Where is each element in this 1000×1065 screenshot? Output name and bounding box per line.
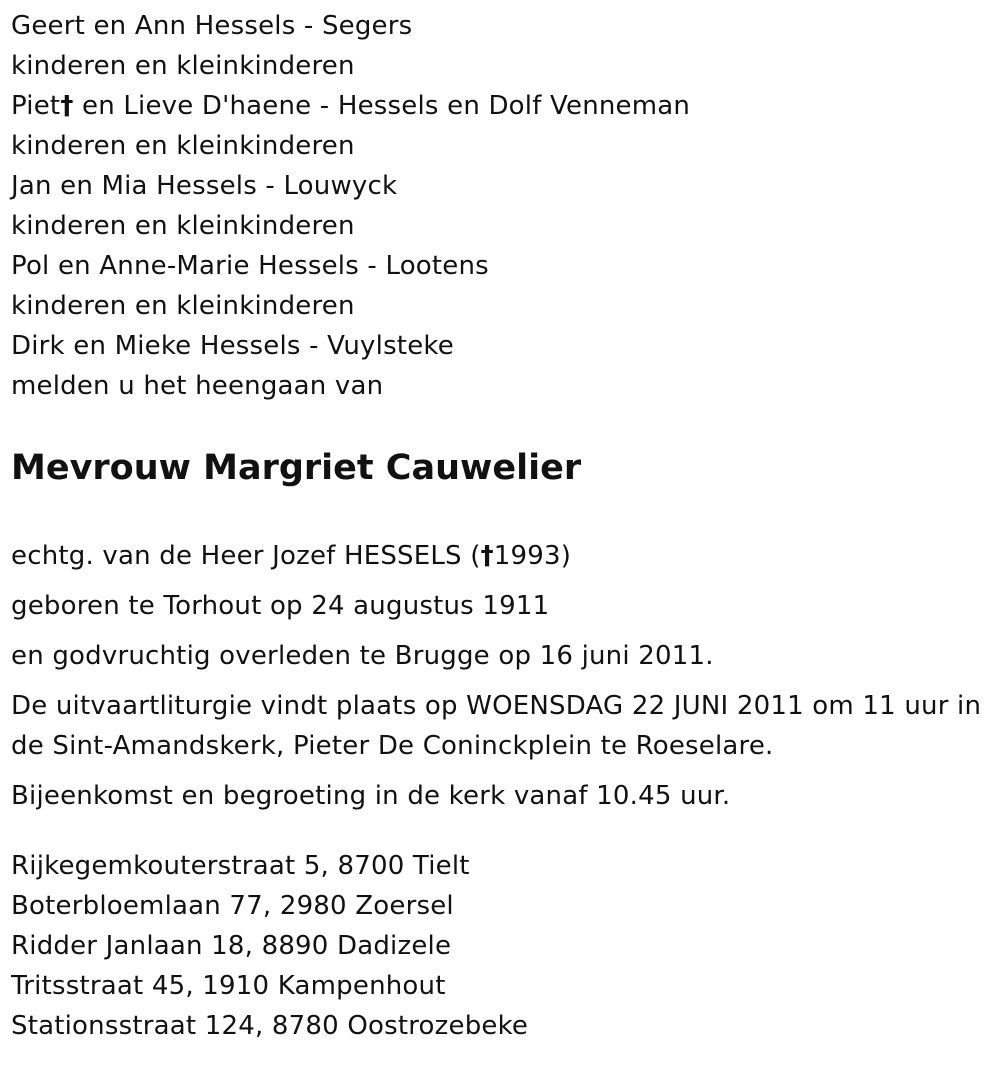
spouse-year: 1993) bbox=[493, 541, 572, 571]
gathering-line: Bijeenkomst en begroeting in de kerk vanaf 10.45 uur. bbox=[11, 781, 731, 811]
address-line: Rijkegemkouterstraat 5, 8700 Tielt bbox=[11, 851, 470, 881]
family-line bbox=[11, 86, 1000, 126]
family-line: Jan en Mia Hessels - Louwyck bbox=[11, 171, 398, 201]
family-list bbox=[11, 6, 1000, 406]
address-line: Tritsstraat 45, 1910 Kampenhout bbox=[11, 971, 446, 1001]
family-line-part: en Lieve D'haene - Hessels en Dolf Venneman bbox=[73, 91, 691, 121]
family-line: Pol en Anne-Marie Hessels - Lootens bbox=[11, 251, 489, 281]
address-line: Stationsstraat 124, 8780 Oostrozebeke bbox=[11, 1011, 529, 1041]
family-line: kinderen en kleinkinderen bbox=[11, 131, 355, 161]
family-line-part: Piet bbox=[11, 91, 61, 121]
family-line: Dirk en Mieke Hessels - Vuylsteke bbox=[11, 331, 454, 361]
address-line: Ridder Janlaan 18, 8890 Dadizele bbox=[11, 931, 452, 961]
deceased-name: Mevrouw Margriet Cauwelier bbox=[11, 448, 582, 488]
family-line: melden u het heengaan van bbox=[11, 371, 384, 401]
birth-line: geboren te Torhout op 24 augustus 1911 bbox=[11, 591, 550, 621]
death-line: en godvruchtig overleden te Brugge op 16 juni 2011. bbox=[11, 641, 714, 671]
funeral-line: De uitvaartliturgie vindt plaats op WOENSDAG 22 JUNI 2011 om 11 uur in de Sint-Amandskerk, Pieter De Coninckplein te Roeselare. bbox=[11, 691, 982, 761]
family-line: kinderen en kleinkinderen bbox=[11, 51, 355, 81]
family-line: Geert en Ann Hessels - Segers bbox=[11, 11, 413, 41]
cross-icon: † bbox=[480, 541, 494, 571]
details-block bbox=[11, 536, 1000, 816]
spouse-line bbox=[11, 536, 1000, 576]
spouse-text: echtg. van de Heer Jozef HESSELS ( bbox=[11, 541, 481, 571]
family-line: kinderen en kleinkinderen bbox=[11, 291, 355, 321]
address-line: Boterbloemlaan 77, 2980 Zoersel bbox=[11, 891, 454, 921]
cross-icon: † bbox=[60, 91, 74, 121]
family-line: kinderen en kleinkinderen bbox=[11, 211, 355, 241]
address-list bbox=[11, 846, 1000, 1046]
